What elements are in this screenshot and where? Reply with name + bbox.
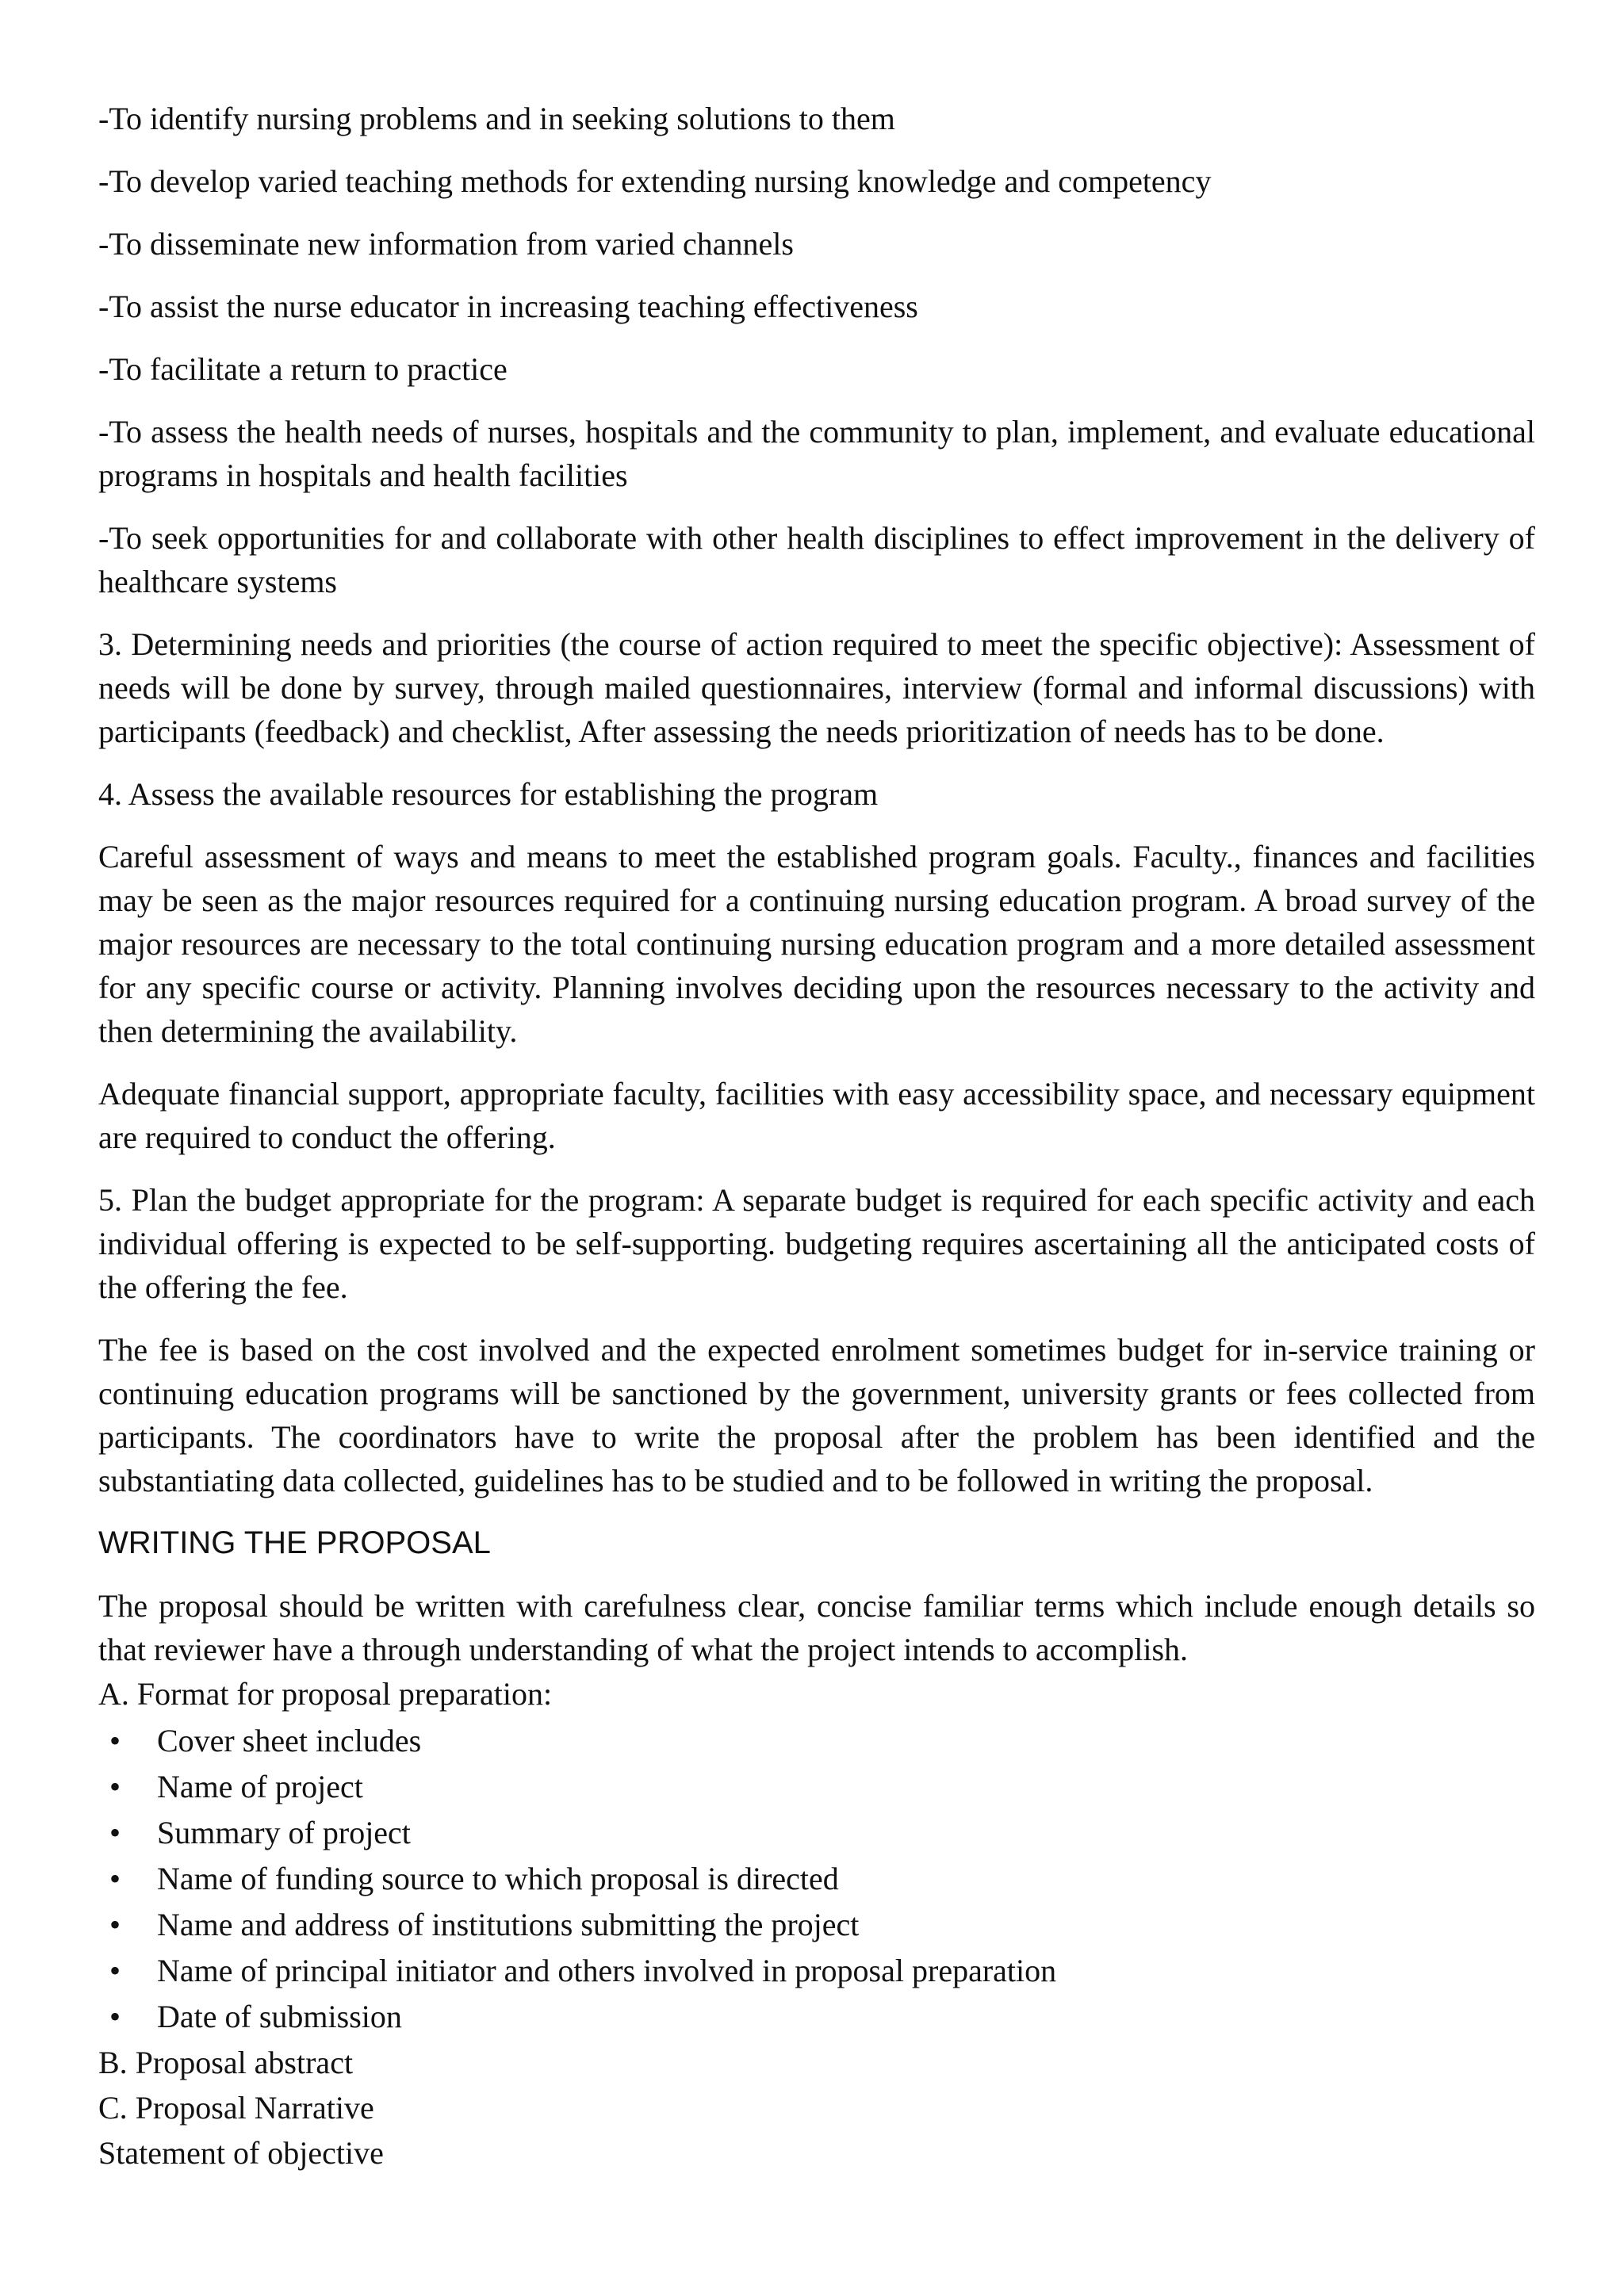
proposal-intro: The proposal should be written with carefulness clear, concise familiar terms which include enough details so that reviewer have a through understanding of what the project intends to accomplish. — [98, 1588, 1535, 1667]
step-determining-needs: 3. Determining needs and priorities (the course of action required to meet the specific objective): Assessment of needs will be done by survey, through mailed questionnaires, interview (formal and informal discussions) with participants (feedback) and checklist, After assessing the needs prioritization of needs has to be done. — [98, 626, 1535, 749]
bullet-icon: • — [109, 1907, 121, 1942]
objective-return-to-practice: -To facilitate a return to practice — [98, 351, 508, 387]
proposal-narrative-item: C. Proposal Narrative — [98, 2090, 374, 2126]
list-item-text: Summary of project — [157, 1815, 411, 1850]
objective-collaborate: -To seek opportunities for and collaborate with other health disciplines to effect improvement in the delivery of healthcare systems — [98, 520, 1535, 599]
objective-assist-educator: -To assist the nurse educator in increasing teaching effectiveness — [98, 289, 918, 324]
proposal-abstract-item: B. Proposal abstract — [98, 2045, 354, 2080]
list-item — [98, 1994, 1535, 2040]
section-heading: WRITING THE PROPOSAL — [98, 1525, 491, 1560]
fee-paragraph: The fee is based on the cost involved and the expected enrolment sometimes budget for in-service training or continuing education programs will be sanctioned by the government, university grants or fees collected from participants. The coordinators have to write the proposal after the problem has been identified and the substantiating data collected, guidelines has to be studied and to be followed in writing the proposal. — [98, 1332, 1535, 1498]
bullet-icon: • — [109, 1861, 121, 1896]
list-item-text: Date of submission — [157, 1999, 402, 2034]
document-page — [98, 97, 1535, 2175]
list-item — [98, 1764, 1535, 1810]
list-item — [98, 1856, 1535, 1902]
list-item-text: Name of project — [157, 1769, 363, 1804]
format-bullet-list — [98, 1718, 1535, 2040]
format-label: A. Format for proposal preparation: — [98, 1676, 553, 1712]
bullet-icon: • — [109, 1769, 121, 1804]
objective-identify-problems: -To identify nursing problems and in seeking solutions to them — [98, 101, 895, 136]
list-item — [98, 1718, 1535, 1764]
step-plan-budget: 5. Plan the budget appropriate for the program: A separate budget is required for each specific activity and each individual offering is expected to be self-supporting. budgeting requires ascertaining all the anticipated costs of the offering the fee. — [98, 1182, 1535, 1305]
list-item — [98, 1948, 1535, 1994]
objective-assess-health-needs: -To assess the health needs of nurses, hospitals and the community to plan, implement, and evaluate educational programs in hospitals and health facilities — [98, 414, 1535, 493]
statement-of-objective: Statement of objective — [98, 2135, 384, 2171]
step-assess-resources: 4. Assess the available resources for establishing the program — [98, 776, 879, 812]
list-item — [98, 1810, 1535, 1856]
bullet-icon: • — [109, 1953, 121, 1988]
objective-disseminate-info: -To disseminate new information from varied channels — [98, 226, 794, 262]
list-item — [98, 1902, 1535, 1948]
bullet-icon: • — [109, 1999, 121, 2034]
financial-support-paragraph: Adequate financial support, appropriate faculty, facilities with easy accessibility space, and necessary equipment are required to conduct the offering. — [98, 1076, 1535, 1155]
objective-teaching-methods: -To develop varied teaching methods for extending nursing knowledge and competency — [98, 163, 1212, 199]
bullet-icon: • — [109, 1815, 121, 1850]
bullet-icon: • — [109, 1723, 121, 1758]
list-item-text: Name and address of institutions submitting the project — [157, 1907, 860, 1942]
list-item-text: Cover sheet includes — [157, 1723, 422, 1758]
list-item-text: Name of principal initiator and others involved in proposal preparation — [157, 1953, 1057, 1988]
list-item-text: Name of funding source to which proposal is directed — [157, 1861, 839, 1896]
resources-paragraph: Careful assessment of ways and means to meet the established program goals. Faculty., finances and facilities may be seen as the major resources required for a continuing nursing education program. A broad survey of the major resources are necessary to the total continuing nursing education program and a more detailed assessment for any specific course or activity. Planning involves deciding upon the resources necessary to the activity and then determining the availability. — [98, 839, 1535, 1049]
